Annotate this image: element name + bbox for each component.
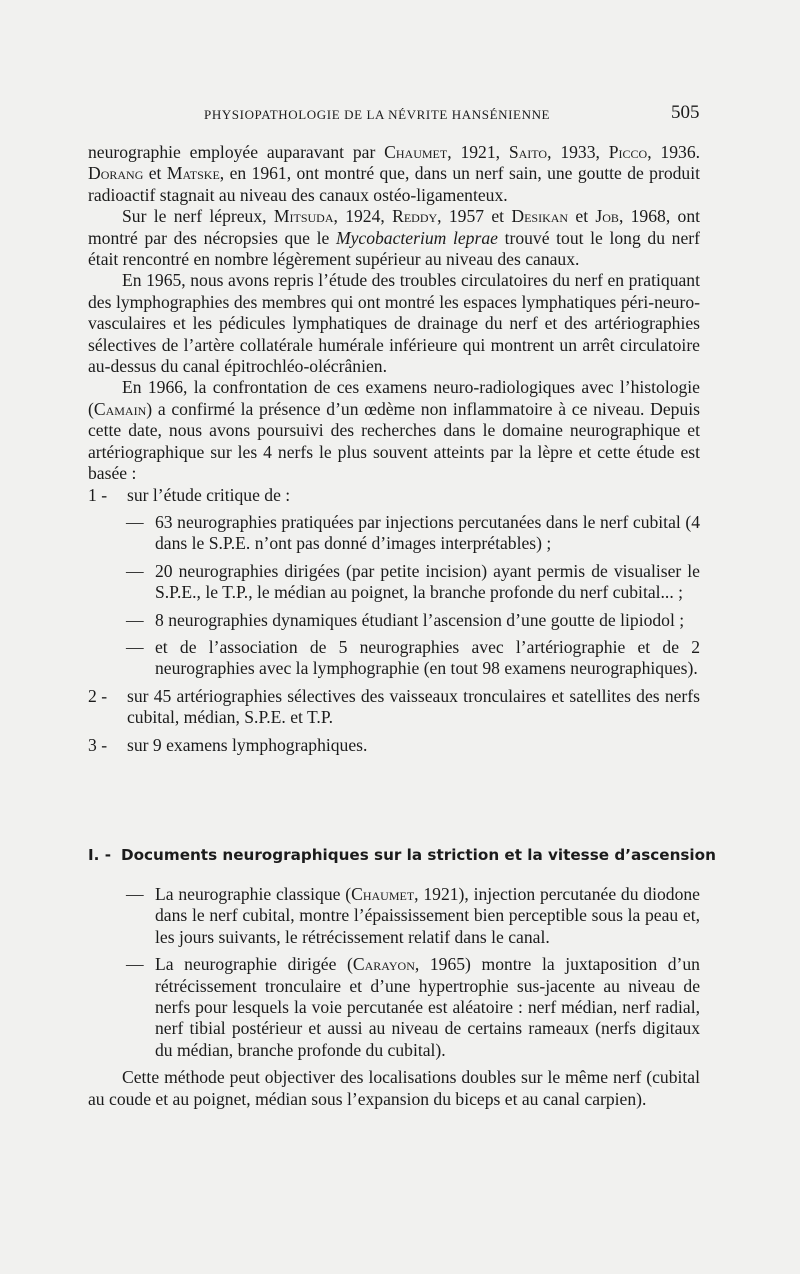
list-text: sur 9 examens lymphographiques. — [127, 734, 368, 755]
list-number: 2 - — [88, 685, 108, 706]
sub-list-item — [88, 610, 700, 631]
sub-list-text: La neurographie classique (Chaumet, 1921), injection percutanée du diodone dans le nerf cubital, montre l’épaississement bien perceptible sous la peau et, les jours suivants, le rétrécissement relatif dans le canal. — [155, 884, 700, 947]
running-title: PHYSIOPATHOLOGIE DE LA NÉVRITE HANSÉNIENNE — [204, 107, 551, 122]
list-item-3 — [88, 735, 700, 756]
sub-list-text: 20 neurographies dirigées (par petite incision) ayant permis de visualiser le S.P.E., le T.P., le médian au poignet, la branche profonde du nerf cubital... ; — [155, 560, 700, 603]
author-name: Desikan — [511, 206, 569, 227]
paragraph-1: neurographie employée auparavant par Chaumet, 1921, Saito, 1933, Picco, 1936. Dorang et Matske, en 1961, ont montré que, dans un nerf sain, une goutte de produit radioactif stagnait au niveau des canaux ostéo-ligamenteux. — [88, 142, 701, 205]
list-number: 1 - — [88, 484, 108, 505]
sub-list-item — [88, 512, 700, 555]
sub-list-item — [88, 954, 700, 1061]
sub-list-text: et de l’association de 5 neurographies avec l’artériographie et de 2 neurographies avec la lymphographie (en tout 98 examens neurographiques). — [155, 636, 700, 679]
dash-mark: — — [126, 884, 144, 904]
section-text — [88, 884, 700, 1110]
closing-paragraph: Cette méthode peut objectiver des localisations doubles sur le même nerf (cubital au coude et au poignet, médian sous l’expansion du biceps et au canal carpien). — [88, 1067, 700, 1109]
author-name: Picco — [608, 142, 648, 162]
author-name: Chaumet — [384, 142, 448, 162]
sub-list-text: La neurographie dirigée (Carayon, 1965) montre la juxtaposition d’un rétrécissement tronculaire et d’une hypertrophie sus-jacente au niveau de nerfs pour lesquels la voie percutanée est aléatoire : nerf médian, nerf radial, nerf tibial postérieur et aussi au niveau de certains rameaux (nerfs digitaux du médian, branche profonde du cubital). — [155, 954, 700, 1060]
section-title: Documents neurographiques sur la striction et la vitesse d’ascension — [121, 846, 716, 864]
author-name: Chaumet — [351, 884, 415, 904]
list-number: 3 - — [88, 734, 108, 755]
section-number: I. - — [88, 846, 112, 864]
dash-mark: — — [126, 560, 144, 581]
author-name: Carayon — [352, 954, 415, 975]
dash-mark: — — [126, 636, 144, 657]
author-name: Camain — [93, 398, 147, 419]
author-name: Matske — [166, 163, 220, 184]
author-name: Mitsuda — [273, 206, 334, 227]
author-name: Reddy — [392, 206, 438, 227]
list-text: sur 45 artériographies sélectives des vaisseaux tronculaires et satellites des nerfs cubital, médian, S.P.E. et T.P. — [127, 685, 700, 728]
list-item-2 — [88, 686, 700, 729]
sub-list-item — [88, 884, 700, 948]
species-name: Mycobacterium leprae — [335, 227, 498, 248]
main-text — [88, 142, 700, 756]
author-name: Saito — [508, 142, 548, 162]
sub-list-text: 8 neurographies dynamiques étudiant l’ascension d’une goutte de lipiodol ; — [155, 609, 685, 630]
sub-list-item — [88, 561, 700, 604]
author-name: Job — [595, 206, 619, 227]
sub-list-text: 63 neurographies pratiquées par injections percutanées dans le nerf cubital (4 dans le S.P.E. n’ont pas donné d’images interprétables) ; — [155, 511, 700, 554]
author-name: Dorang — [88, 163, 144, 184]
sub-list-item — [88, 637, 700, 680]
list-text: sur l’étude critique de : — [127, 484, 291, 505]
dash-mark: — — [126, 954, 144, 975]
section-heading — [88, 845, 716, 865]
dash-mark: — — [126, 511, 144, 532]
paragraph-4: En 1966, la confrontation de ces examens neuro-radiologiques avec l’histologie (Camain) a confirmé la présence d’un œdème non inflammatoire à ce niveau. Depuis cette date, nous avons poursuivi des recherches dans le domaine neurographique et artériographique sur les 4 nerfs le plus souvent atteints par la lèpre et cette étude est basée : — [88, 377, 700, 484]
paragraph-3: En 1965, nous avons repris l’étude des troubles circulatoires du nerf en pratiquant des lymphographies des membres qui ont montré les espaces lymphatiques péri-neuro-vasculaires et les pédicules lymphatiques de drainage du nerf et des artériographies sélectives de l’artère collatérale humérale inférieure qui montrent un arrêt circulatoire au-dessus du canal épitrochléo-olécrânien. — [88, 270, 700, 377]
list-item-1 — [88, 485, 700, 506]
dash-mark: — — [126, 609, 144, 630]
page-number: 505 — [671, 102, 700, 123]
paragraph-2: Sur le nerf lépreux, Mitsuda, 1924, Reddy, 1957 et Desikan et Job, 1968, ont montré par des nécropsies que le Mycobacterium leprae trouvé tout le long du nerf était rencontré en nombre légèrement supérieur au niveau des canaux. — [88, 206, 701, 270]
